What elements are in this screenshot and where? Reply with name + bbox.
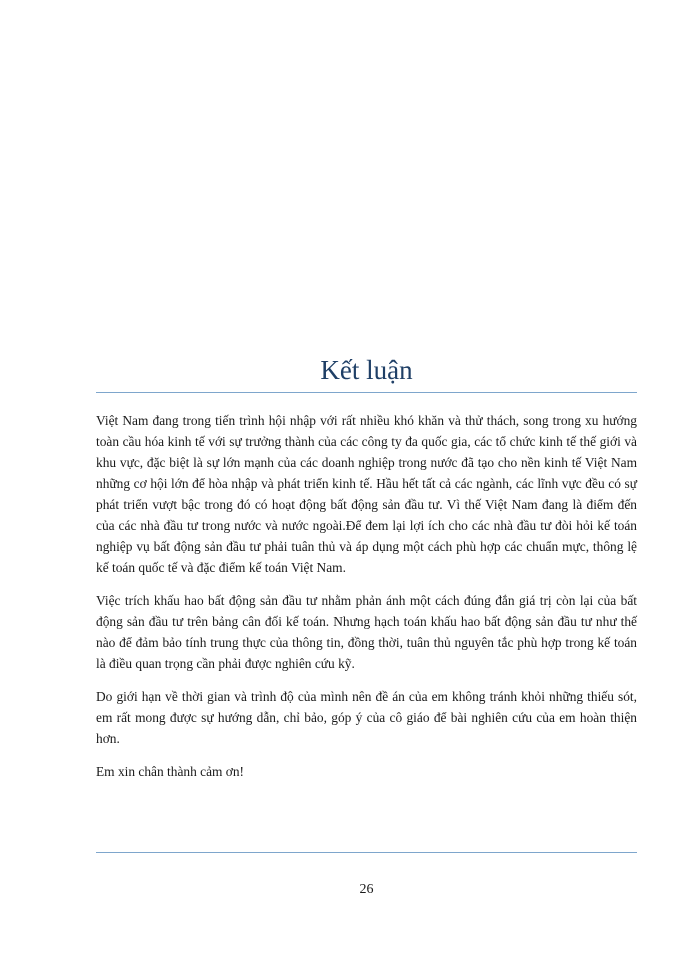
- paragraph: Do giới hạn về thời gian và trình độ của mình nên đề án của em không tránh khỏi những thiếu sót, em rất mong được sự hướng dẫn, chỉ bảo, góp ý của cô giáo để bài nghiên cứu của em hoàn thiện hơn.: [96, 689, 637, 746]
- body-text: [96, 410, 637, 794]
- page-number: 26: [359, 882, 374, 897]
- section-title: Kết luận: [320, 355, 413, 385]
- footer-divider: [96, 852, 637, 853]
- closing-line: Em xin chân thành cảm ơn!: [96, 764, 245, 779]
- paragraph: Việc trích khấu hao bất động sản đầu tư nhằm phản ánh một cách đúng đắn giá trị còn lại của bất động sản đầu tư trên bảng cân đối kế toán. Nhưng hạch toán khấu hao bất động sản đầu tư như thế nào để đảm bảo tính trung thực của thông tin, đồng thời, tuân thủ nguyên tắc phù hợp trong kế toán là điều quan trọng cần phải được nghiên cứu kỹ.: [96, 593, 637, 671]
- paragraph: Việt Nam đang trong tiến trình hội nhập với rất nhiều khó khăn và thử thách, song trong xu hướng toàn cầu hóa kinh tế với sự trưởng thành của các công ty đa quốc gia, các tổ chức kinh tế thế giới và khu vực, đặc biệt là sự lớn mạnh của các doanh nghiệp trong nước đã tạo cho nền kinh tế Việt Nam những cơ hội lớn để hòa nhập và phát triển kinh tế. Hầu hết tất cả các ngành, các lĩnh vực đều có sự phát triển vượt bậc trong đó có hoạt động bất động sản đầu tư. Vì thế Việt Nam đang là điểm đến của các nhà đầu tư trong nước và nước ngoài.Để đem lại lợi ích cho các nhà đầu tư đòi hỏi kế toán nghiệp vụ bất động sản đầu tư phải tuân thủ và áp dụng một cách phù hợp các chuẩn mực, thông lệ kế toán quốc tế và đặc điểm kế toán Việt Nam.: [96, 413, 637, 575]
- title-divider: [96, 392, 637, 393]
